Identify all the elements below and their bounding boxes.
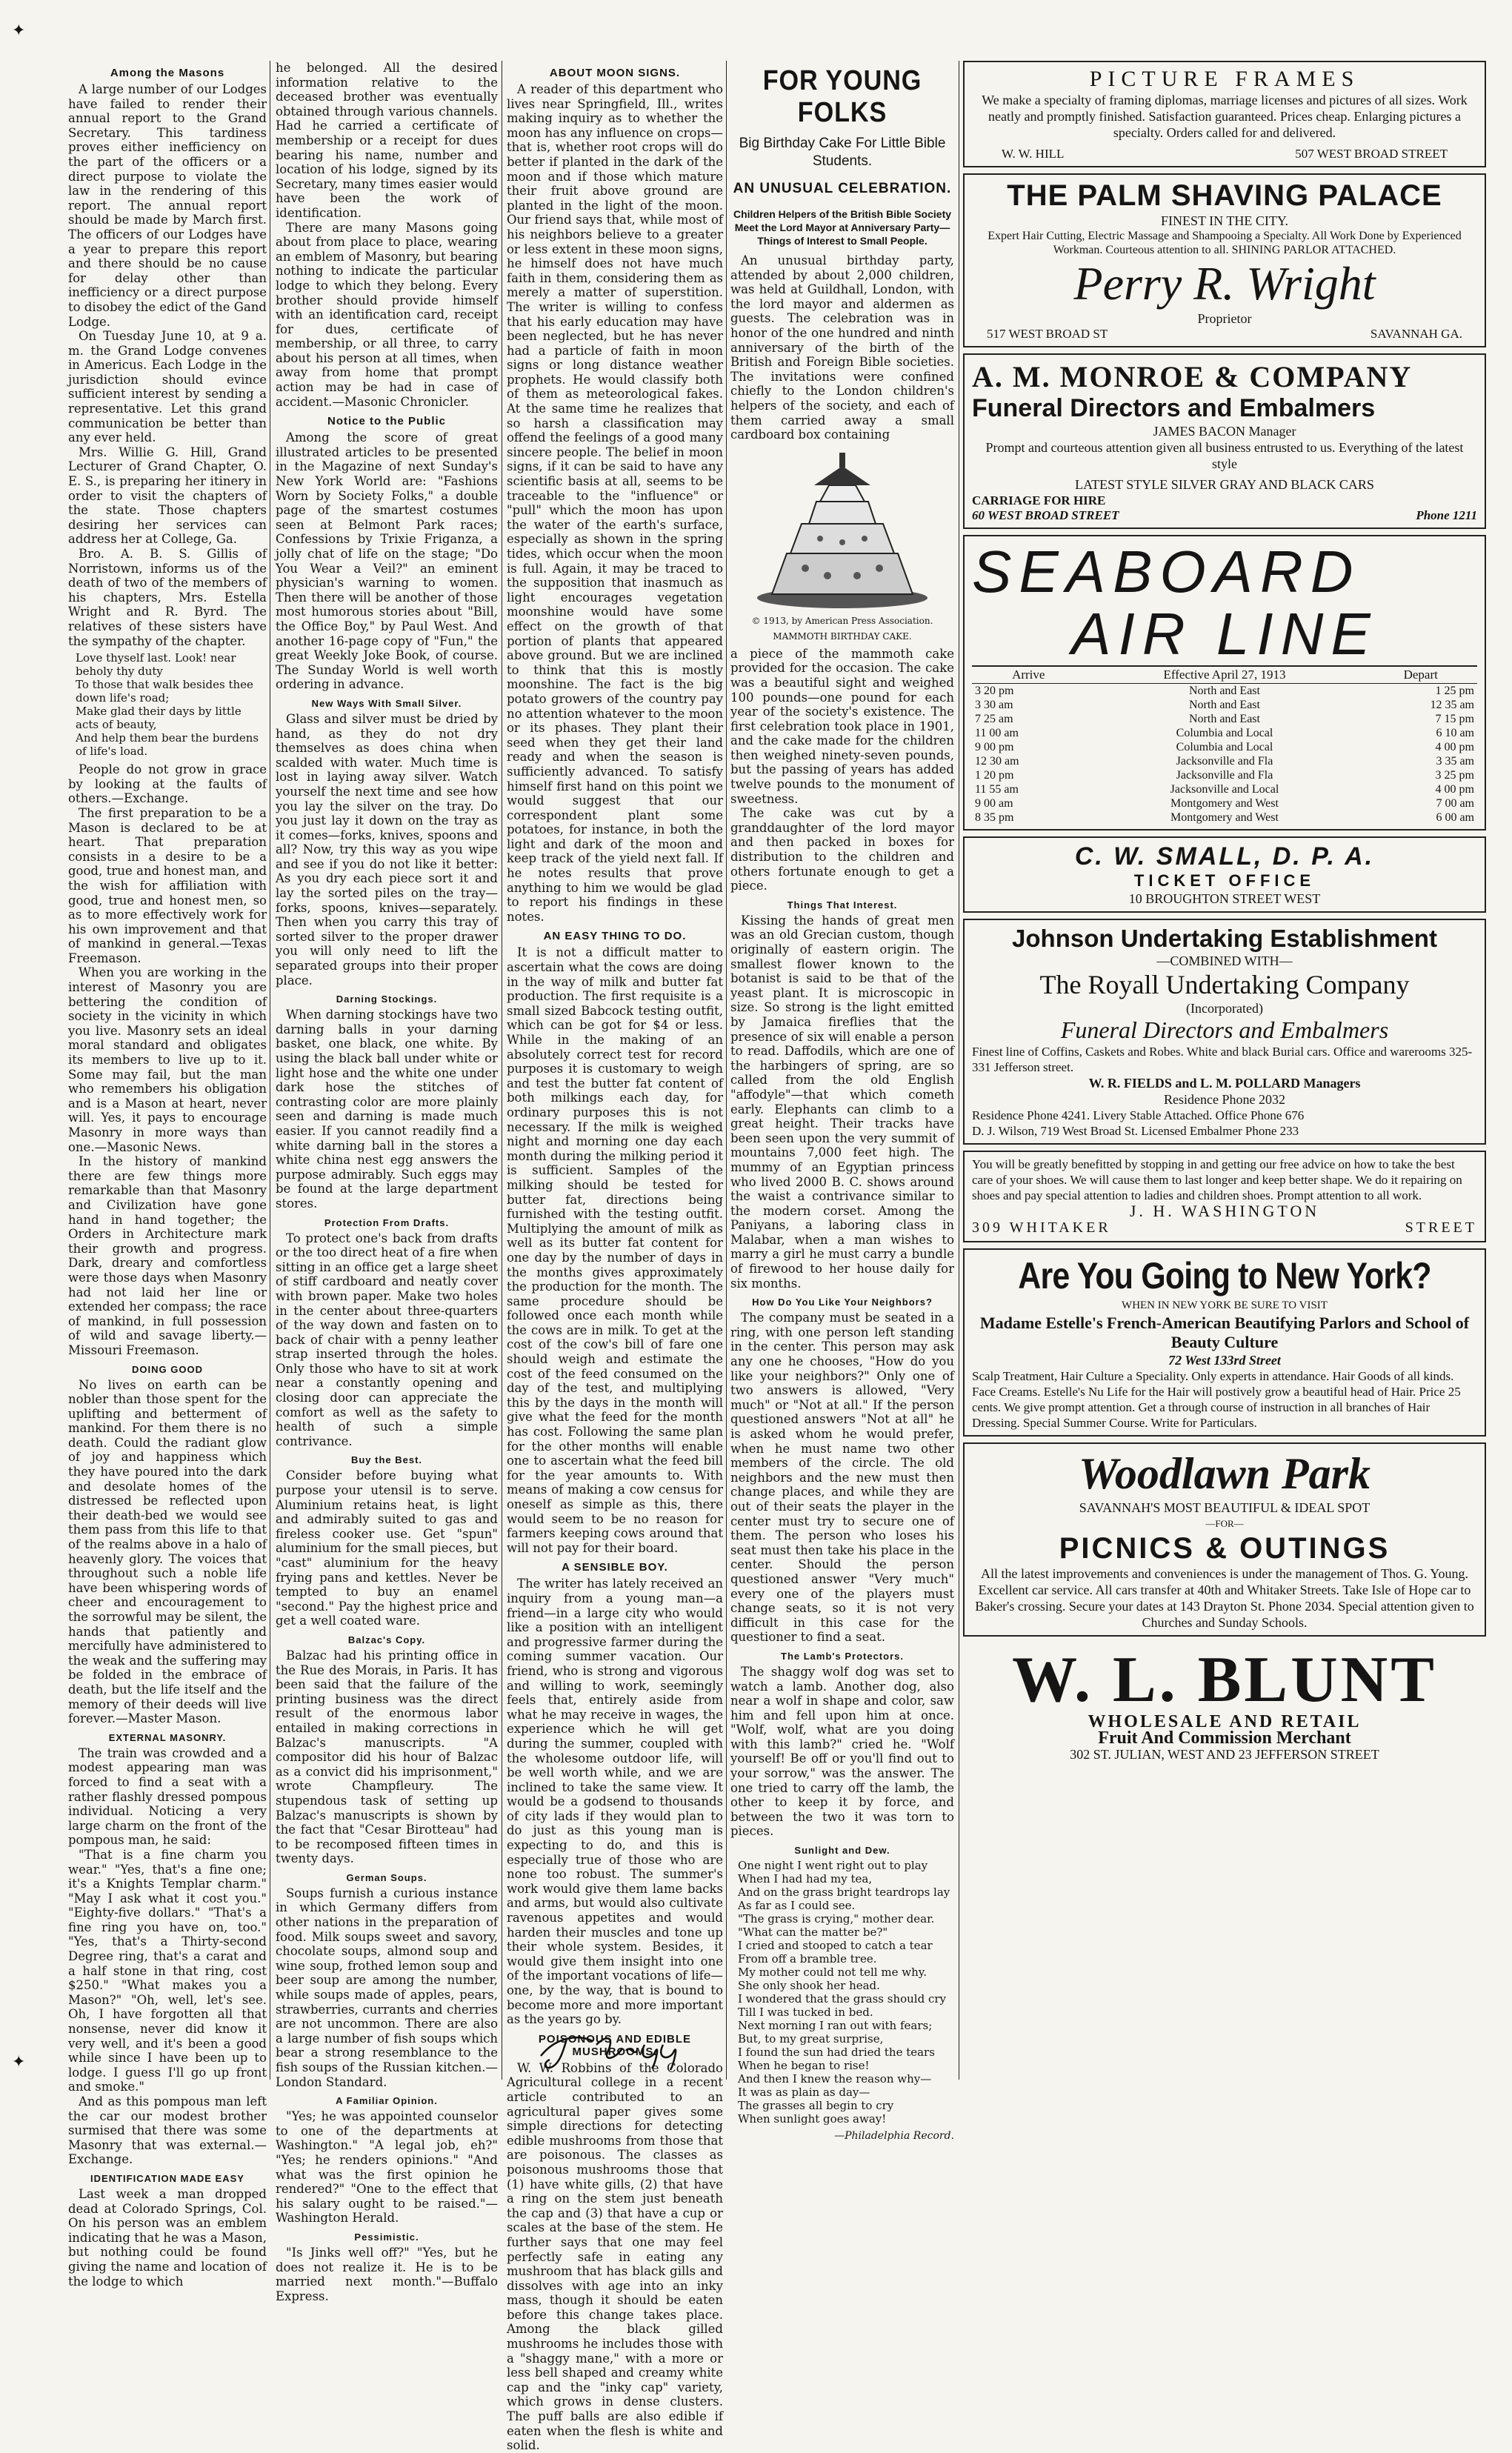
article-title: The Lamb's Protectors.: [781, 1650, 904, 1662]
timetable-row: [972, 782, 1477, 796]
ad-services: Funeral Directors and Embalmers: [1060, 1016, 1389, 1043]
ad-phone: Residence Phone 4241. Livery Stable Attached. Office Phone 676: [972, 1108, 1305, 1122]
paragraph: The shaggy wolf dog was set to watch a lamb. Another dog, also near a wolf in shape and color, saw him and fell upon him at once. "Wolf, wolf, what are you doing with this lamb?" cried he. "Wolf yourself! Be off or you'll find out to your sorrow," was the answer. The one tried to carry off the lamb, the other to keep it by force, and between the two it was torn to pieces.: [730, 1664, 954, 1839]
poem-line: I cried and stooped to catch a tear: [738, 1939, 933, 1953]
depart-time: 3 25 pm: [1435, 769, 1474, 782]
column-4: [730, 61, 954, 2143]
article-title: Notice to the Public: [327, 415, 446, 428]
timetable-row: [972, 796, 1477, 811]
ad-body: Prompt and courteous attention given all business entrusted to us. Everything of the latest style: [985, 440, 1464, 471]
paragraph: A reader of this department who lives near Springfield, Ill., writes making inquiry as to whether the moon has any influence on crops—that is, whether root crops will do better if planted in the dark of the moon and if those which mature their fruit above ground are planted in the light of the moon. Our friend says that, while most of his neighbors believe to a greater or less extent in these moon signs, he himself does not have much faith in them, considering them as merely a matter of superstition. The writer is willing to confess that his early education may have been neglected, but he has never had a particle of faith in moon signs or long distance weather prophets. He would classify both of them as meteorological fakes. At the same time he realizes that so harsh a classification may offend the feelings of a good many sincere people. The belief in moon signs, if it can be said to have any scientific basis at all, seems to be traceable to the "influence" or "pull" which the moon has upon the water of the earth's surface, especially as shown in the spring tides, which occur when the moon is full. Again, it may be traced to the supposition that inasmuch as light encourages vegetation moonshine would have some effect on the growth of that portion of plants that appeared above ground. But we are inclined to think that this is mostly moonshine. The fact is the big potato growers of the country pay no attention whatever to the moon or its phases. They plant their seed when they get their land ready and when the season is sufficiently advanced. To satisfy himself first hand on this point we would suggest that our correspondent plant some potatoes, for instance, in both the light and dark of the moon and keep track of the yield next fall. If he notes results that prove anything to him we would be glad to report his findings in these notes.: [507, 82, 723, 924]
editor-signature: [533, 2023, 696, 2074]
registration-mark: ✦: [12, 2052, 26, 2071]
ad-title: Are You Going to New York?: [1018, 1255, 1431, 1297]
article-title: Pessimistic.: [354, 2231, 419, 2243]
arrive-time: 3 30 am: [975, 699, 1013, 711]
route-name: Jacksonville and Fla: [1176, 769, 1273, 782]
column-rule: [726, 61, 727, 2080]
paragraph: A large number of our Lodges have failed to render their annual report to the Grand Secretary. This tardiness proves either inefficiency on the part of the officers or a direct purpose to violate the law in the rendering of this report. The annual report should be made by March first. The officers of our Lodges have a year to prepare this report and there should be no cause for delay other than inefficiency or a direct purpose to disobey the edict of the Gand Lodge.: [68, 82, 267, 329]
poem-line: One night I went right out to play: [738, 1859, 928, 1873]
timetable-row: [972, 740, 1477, 754]
arrive-time: 9 00 pm: [975, 741, 1014, 753]
paragraph: Mrs. Willie G. Hill, Grand Lecturer of Grand Chapter, O. E. S., is preparing her itinery in order to visit the chapters of the state. Those chapters desiring her services can address her at College, Ga.: [68, 445, 267, 547]
paragraph: Last week a man dropped dead at Colorado Springs, Col. On his person was an emblem indicating that he was a Mason, but nothing could be found giving the name and location of the lodge to which: [68, 2186, 267, 2289]
depart-time: 7 15 pm: [1435, 713, 1474, 725]
poem-line: When sunlight goes away!: [738, 2112, 887, 2126]
timetable-row: [972, 712, 1477, 726]
blunt-merchant-ad: [963, 1642, 1486, 1767]
paragraph: Kissing the hands of great men was an old Grecian custom, though originally of eastern origin. The smallest flower known to the botanist is said to be that of the yeast plant. It is microscopic in size. So strong is the light emitted by Jamaica fireflies that the presence of six will enable a person to read. Daffodils, which are one of the harbingers of spring, are so called from the old English "affodyle"—that which cometh early. Elephants can climb to a great height. Their tracks have been seen upon the very summit of mountains 7,000 feet high. The mummy of an Egyptian princess who lived 2000 B. C. shows around the waist a contrivance similar to the modern corset. Among the Paniyans, a laboring class in Malabar, when a man wishes to marry a girl he must carry a bundle of firewood to her house daily for six months.: [730, 913, 954, 1291]
beauty-parlor-ad: [963, 1248, 1486, 1437]
paragraph: To protect one's back from drafts or the too direct heat of a fire when sitting in an office get a large sheet of stiff cardboard and neatly cover with brown paper. Make two holes in the center about three-quarters of the way down and fasten on to back of chair with a penny leather strap inserted through the holes. Only those who have to sit at work near a constantly opening and closing door can appreciate the comfort as well as the safety to health of such a simple contrivance.: [276, 1231, 498, 1448]
column-header: Effective April 27, 1913: [1085, 666, 1365, 684]
poem-line: The grasses all begin to cry: [738, 2099, 894, 2113]
paragraph: The train was crowded and a modest appearing man was forced to find a seat with a rather flashly dressed pompous individual. Noticing a very large charm on the front of the pompous man, he said:: [68, 1745, 267, 1848]
poem-line: She only shook her head.: [738, 1979, 880, 1993]
paragraph: People do not grow in grace by looking at the faults of others.—Exchange.: [68, 762, 267, 806]
poem: [738, 1859, 954, 2126]
arrive-time: 11 00 am: [975, 727, 1019, 739]
timetable: [972, 665, 1477, 825]
section-banner: FOR YOUNG FOLKS: [762, 65, 922, 128]
timetable-row: [972, 754, 1477, 768]
ad-title-line-2: AIR LINE: [1071, 601, 1378, 667]
poem: [76, 651, 267, 758]
poem-line: As far as I could see.: [738, 1899, 856, 1913]
ad-address: 517 WEST BROAD ST: [987, 327, 1108, 341]
ad-address: 72 West 133rd Street: [1168, 1353, 1281, 1368]
ad-business-name: Madame Estelle's French-American Beautifying Parlors and School of Beauty Culture: [979, 1314, 1470, 1351]
paragraph: a piece of the mammoth cake provided for the occasion. The cake was a beautiful sight and weighed 100 pounds—one pound for each year of the society's existence. The first celebration took place in 1901, and the cake made for the children then weighed ninety-seven pounds, but the passing of years has added twelve pounds to the monument of sweetness.: [730, 646, 954, 806]
woodlawn-park-ad: [963, 1442, 1486, 1637]
column-2: [276, 61, 498, 2303]
poem-line: Make glad their days by little acts of beauty,: [76, 705, 242, 732]
article-title: Protection From Drafts.: [324, 1216, 450, 1228]
arrive-time: 8 35 pm: [975, 811, 1014, 824]
monroe-funeral-ad: [963, 353, 1486, 529]
advertisement-column: [963, 61, 1486, 2080]
paragraph: An unusual birthday party, attended by about 2,000 children, was held at Guildhall, London, with the lord mayor and aldermen as guests. The celebration was in honor of the one hundred and ninth anniversary of the birth of the British and Foreign Bible societies. The invitations were confined chiefly to the London children's helpers of the society, and each of them carried away a small cardboard box containing: [730, 253, 954, 442]
column-header: Depart: [1364, 666, 1477, 684]
ad-address: 309 WHITAKER: [972, 1219, 1111, 1236]
paragraph: On Tuesday June 10, at 9 a. m. the Grand Lodge convenes in Americus. Each Lodge in the jurisdiction should evince sufficient interest by sending a representative. Let this grand communication be better than any ever held.: [68, 329, 267, 445]
ad-incorporated: (Incorporated): [1186, 1001, 1263, 1016]
subheading: AN UNUSUAL CELEBRATION.: [733, 181, 952, 196]
article-title: Darning Stockings.: [336, 993, 438, 1005]
paragraph: It is not a difficult matter to ascertain what the cows are doing in the way of milk and butter fat production. The first requisite is a small sized Babcock testing outfit, which can be got for $4 or less. While in the making of an absolutely correct test for record purposes it is customary to weigh and test the butter fat content of both milkings each day, for ordinary purposes this is not necessary. If the milk is weighed night and morning one day each month during the milking period it is sufficient. Samples of the milking should be tested for butter fat, directions being furnished with the testing outfit. Multiplying the amount of milk as well as its butter fat content for one day by the number of days in the months gives approximately the production for the month. The same procedure should be followed once each month while the cows are in milk. To get at the cost of the cow's bill of fare one should weigh and estimate the cost of the feed consumed on the day of the test, and multiplying this by the days in the month will give what the feed for the month has cost. Following the same plan for the other months will enable one to ascertain what the feed bill for the year amounts to. With means of making a cow census for oneself as simple as this, there would seem to be no reason for farmers keeping cows around that will not pay for their board.: [507, 945, 723, 1555]
article-title: Balzac's Copy.: [347, 1634, 426, 1645]
poem-line: "What can the matter be?": [738, 1926, 888, 1940]
ad-street: STREET: [1405, 1219, 1477, 1236]
arrive-time: 3 20 pm: [975, 685, 1014, 697]
ad-subtitle: WHOLESALE AND RETAIL: [1088, 1712, 1362, 1731]
column-header: Arrive: [972, 666, 1085, 684]
paragraph: The company must be seated in a ring, with one person left standing in the center. This person may ask any one he chooses, "How do you like your neighbors?" Only one of two answers is allowed, "Very much" or "Not at all." If the person questioned answers "Not at all" he is asked whom he would prefer, when he must name two other members of the circle. The old neighbors and the new must then change places, and while they are out of their seats the player in the center must try to secure one of them. The person who loses his seat must then take his place in the center. Should the person questioned answer "Very much" every one of the players must change seats, so it is not very difficult in this case for the questioner to find a seat.: [730, 1311, 954, 1645]
ad-address: 507 WEST BROAD STREET: [1295, 147, 1448, 161]
ad-phone: Phone 1211: [1416, 508, 1477, 522]
ad-headline: PICNICS & OUTINGS: [1059, 1532, 1391, 1565]
paragraph: W. W. Robbins of the Colorado Agricultural college in a recent article contributed to an agricultural paper gives some simple directions for detecting edible mushrooms from those that are poisonous. The classes as poisonous mushrooms those that (1) have white gills, (2) that have a ring on the stem just beneath the cap and (3) that have a cup or scales at the base of the stem. He further says that one may feel perfectly safe in eating any mushroom that has black gills and dissolves with age into an inky mass, though it should be eaten before this change takes place. Among the black gilled mushrooms he includes those with a "shaggy mane," with a more or less bell shaped and creamy white cap and the "inky cap" variety, which grows in dense clusters. The puff balls are also edible if eaten when the flesh is white and solid.: [507, 2060, 723, 2453]
timetable-row: [972, 726, 1477, 740]
article-title: EXTERNAL MASONRY.: [108, 1731, 227, 1743]
article-title: ABOUT MOON SIGNS.: [549, 67, 681, 79]
poem-line: Next morning I ran out with fears;: [738, 2019, 933, 2033]
column-3: [507, 61, 723, 2453]
ad-managers: W. R. FIELDS and L. M. POLLARD Managers: [1088, 1076, 1361, 1091]
ad-footer: [972, 508, 1477, 523]
timetable-body: [972, 684, 1477, 825]
ad-for: —FOR—: [1205, 1518, 1244, 1529]
ad-subtitle: WHEN IN NEW YORK BE SURE TO VISIT: [1122, 1299, 1328, 1311]
paragraph: Balzac had his printing office in the Rue des Morais, in Paris. It has been said that the failure of the printing business was the direct result of the enormous labor entailed in making corrections in Balzac's manuscripts. "A compositor did his hour of Balzac as a convict did his imprisonment," wrote Champfleury. The stupendous task of setting up Balzac's manuscripts is shown by the fact that "Cesar Birotteau" had to be recomposed fifteen times in twenty days.: [276, 1648, 498, 1866]
poem-line: When I had had my tea,: [738, 1872, 873, 1886]
paragraph: Consider before buying what purpose your utensil is to serve. Aluminium retains heat, is light and admirably suited to gas and fireless cooker use. Get "spun" aluminium for the small pieces, but "cast" aluminium for the heavy frying pans and kettles. Never be tempted to buy an enamel "second." Pay the highest price and get a well coated ware.: [276, 1468, 498, 1628]
johnson-undertaking-ad: [963, 919, 1486, 1145]
picture-frames-ad: [963, 61, 1486, 167]
ad-city: SAVANNAH GA.: [1370, 327, 1462, 341]
route-name: Montgomery and West: [1170, 811, 1279, 824]
depart-time: 7 00 am: [1436, 797, 1474, 810]
ad-combined: —COMBINED WITH—: [1156, 953, 1293, 968]
ad-cars: LATEST STYLE SILVER GRAY AND BLACK CARS: [1075, 477, 1374, 492]
poem-line: From off a bramble tree.: [738, 1952, 877, 1966]
ad-title: PICTURE FRAMES: [1089, 67, 1360, 91]
route-name: North and East: [1188, 699, 1260, 711]
timetable-row: [972, 684, 1477, 699]
ad-body: Finest line of Coffins, Caskets and Robes. White and black Burial cars. Office and warerooms 325-331 Jefferson street.: [972, 1045, 1473, 1074]
poem-line: And on the grass bright teardrops lay: [738, 1885, 950, 1900]
arrive-time: 7 25 am: [975, 713, 1013, 725]
ad-title: THE PALM SHAVING PALACE: [1007, 179, 1442, 212]
paragraph: Among the score of great illustrated articles to be presented in the Magazine of next Sunday's New York World are: "Fashions Worn by Society Folks," a double page of the smartest costumes seen at Belmont Park races; Confessions by Trixie Friganza, a jolly chat of life on the stage; "Do You Wear a Veil?" an eminent physician's warning to women. Then there will be another of those most humorous stories about "Bill, the Office Boy," by Paul West. And another 16-page copy of "Fun," the great Weekly Joke Book, of course. The Sunday World is well worth ordering in advance.: [276, 430, 498, 692]
article-title: New Ways With Small Silver.: [311, 697, 462, 709]
ad-body: Expert Hair Cutting, Electric Massage and Shampooing a Specialty. All Work Done by Experienced Workman. Courteous attention to all. SHINING PARLOR ATTACHED.: [988, 230, 1462, 256]
paragraph: "That is a fine charm you wear." "Yes, that's a fine one; it's a Knights Templar charm." "May I ask what it cost you." "Eighty-five dollars." "That's a fine ring you have on, too." "Yes, that's a Thirty-second Degree ring, that's a carat and a half stone in that ring, cost $250." "What makes you a Mason?" "Oh, well, let's see. Oh, I have forgotten all that nonsense, never did know it very well, and it's been a good while since I have been up to lodge. I guess I'll go up front and smoke.": [68, 1847, 267, 2094]
route-name: Jacksonville and Local: [1170, 783, 1279, 796]
paragraph: The first preparation to be a Mason is declared to be at heart. That preparation consists in a desire to be a good, true and honest man, and the wish for affiliation with good, true and honest men, so as to more effectively work for his own improvement and that of mankind in general.—Texas Freemason.: [68, 805, 267, 965]
subheading: Big Birthday Cake For Little Bible Students.: [739, 136, 946, 169]
article-title: DOING GOOD: [132, 1363, 203, 1375]
route-name: North and East: [1188, 713, 1260, 725]
poem-line: Love thyself last. Look! near beholy thy duty: [76, 651, 236, 679]
ad-owner-name: Perry R. Wright: [1073, 257, 1376, 310]
paragraph: he belonged. All the desired information relative to the deceased brother was eventually obtained through various channels. Had he carried a certificate of membership or a receipt for dues bearing his name, number and location of his lodge, signed by its Secretary, many times easier would have been the work of identification.: [276, 61, 498, 220]
article-title: AN EASY THING TO DO.: [543, 930, 687, 943]
ad-address: 10 BROUGHTON STREET WEST: [1128, 891, 1321, 906]
paragraph: Bro. A. B. S. Gillis of Norristown, informs us of the death of two of the members of his chapters, Mrs. Estella Wright and R. Byrd. The relatives of these sisters have the sympathy of the chapter.: [68, 547, 267, 648]
article-title: Things That Interest.: [787, 899, 898, 911]
timetable-row: [972, 811, 1477, 825]
paragraph: No lives on earth can be nobler than those spent for the uplifting and betterment of mankind. For them there is no death. Could the radiant glow of joy and happiness which they have poured into the dark and desolate homes of the distressed be reflected upon their death-bed we would see them pass from this life to that of the realms above in a halo of heavenly glory. The voices that throughout such a noble life have been whispering words of cheer and encouragement to the sorrowful may be silent, the hands that patiently and mercifully have administered to the weak and the suffering may be folded in the embrace of death, but the life itself and the memory of their deeds will live forever.—Master Mason.: [68, 1377, 267, 1726]
paragraph: In the history of mankind there are few things more remarkable than that Masonry and Civilization have gone hand in hand together; the Orders in Architecture mark their growth and progress. Dark, dreary and comfortless were those days when Masonry had not laid her line or extended her compass; the race of mankind, in full possession of wild and savage liberty.—Missouri Freemason.: [68, 1154, 267, 1357]
ad-business-name: J. H. WASHINGTON: [1129, 1202, 1320, 1220]
ad-subtitle: The Royall Undertaking Company: [1039, 970, 1410, 999]
route-name: North and East: [1188, 685, 1260, 697]
ad-body: Scalp Treatment, Hair Culture a Speciality. Only experts in attendance. Hair Goods of all kinds. Face Creams. Estelle's Nu Life for the Hair will postively grow a beautiful head of Hair. Price 25 cents. We give prompt attention. Get a through course of instruction in all branches of Hair Dressing. Special Summer Course. Write for Particulars.: [972, 1369, 1461, 1430]
arrive-time: 9 00 am: [975, 797, 1013, 810]
depart-time: 3 35 am: [1436, 755, 1474, 768]
depart-time: 4 00 pm: [1435, 741, 1474, 753]
paragraph: When darning stockings have two darning balls in your darning basket, one black, one white. By using the black ball under white or light hose and the white one under dark hose the stitches of contrasting color are more plainly seen and darning is made much easier. If you cannot readily find a white darning ball in the stores a white china nest egg answers the purpose admirably. Such eggs may be found at the large department stores.: [276, 1008, 498, 1211]
source-credit: —Philadelphia Record.: [834, 2130, 954, 2143]
arrive-time: 12 30 am: [975, 755, 1019, 768]
ad-merchant: Fruit And Commission Merchant: [1098, 1728, 1351, 1748]
cake-illustration: [746, 450, 939, 613]
ad-hire: CARRIAGE FOR HIRE: [972, 493, 1106, 507]
ad-business-name: W. W. HILL: [1002, 147, 1065, 161]
paragraph: There are many Masons going about from place to place, wearing an emblem of Masonry, but bearing nothing to indicate the particular lodge to which they belong. Every brother should provide himself with an identification card, receipt for dues, certificate of membership, or all three, to carry about his person at all times, when away from home that prompt action may be had in case of accident.—Masonic Chronicler.: [276, 220, 498, 409]
depart-time: 4 00 pm: [1435, 783, 1474, 796]
paragraph: Glass and silver must be dried by hand, as they do not dry themselves as does china when scalded with water. Much time is lost in laying away silver. Watch yourself the next time and see how you lay the silver on the tray. Do you just lay it down on the tray as it comes—forks, knives, spoons and all? Now, try this way as you wipe and see if you do not like it better: As you dry each piece sort it and lay the sorted piles on the tray—forks, spoons, knives—separately. Then when you carry this tray of sorted silver to the proper drawer you will only need to lift the separated groups into their proper place.: [276, 711, 498, 988]
paragraph: "Yes; he was appointed counselor to one of the departments at Washington." "A legal job, eh?" "Yes; he renders opinions." "And what was the first opinion he rendered?" "One to the effect that his salary ought to be raised."—Washington Herald.: [276, 2109, 498, 2226]
ad-subtitle: Funeral Directors and Embalmers: [972, 394, 1376, 422]
route-name: Columbia and Local: [1176, 727, 1273, 739]
ad-footer: [972, 1219, 1477, 1237]
route-name: Jacksonville and Fla: [1176, 755, 1273, 768]
column-1: [68, 61, 267, 2289]
poem-line: I wondered that the grass should cry: [738, 1992, 947, 2006]
article-title: POISONOUS AND EDIBLE MUSHROOMS.: [538, 2032, 692, 2058]
poem-line: It was as plain as day—: [738, 2086, 870, 2100]
paragraph: When you are working in the interest of Masonry you are bettering the condition of society in the vicinity in which you live. Masonry sets an ideal moral standard and obligates its members to live up to it. Some may fail, but the man who remembers his obligation and is a Mason at heart, never will. Yes, it pays to encourage Masonry in more ways than one.—Masonic News.: [68, 965, 267, 1154]
signature-drawing: [533, 2023, 696, 2074]
poem-line: Till I was tucked in bed.: [738, 2006, 873, 2020]
arrive-time: 11 55 am: [975, 783, 1019, 796]
ad-footer: [972, 147, 1477, 162]
paragraph: Soups furnish a curious instance in which Germany differs from other nations in the preparation of food. Milk soups sweet and savory, chocolate soups, almond soup and wine soup, frothed lemon soup and beer soup are among the number, while soups made of apples, pears, strawberries, currants and cherries are not uncommon. There are also a large number of fish soups which bear a strong resemblance to the fish soups of the Russian kitchen.—London Standard.: [276, 1885, 498, 2089]
ad-title: A. M. MONROE & COMPANY: [972, 360, 1413, 393]
poem-line: My mother could not tell me why.: [738, 1966, 927, 1980]
seaboard-agent-ad: [963, 836, 1486, 913]
article-title: A Familiar Opinion.: [336, 2095, 438, 2107]
paragraph: "Is Jinks well off?" "Yes, but he does not realize it. He is to be married next month."—Buffalo Express.: [276, 2245, 498, 2303]
ad-title: Woodlawn Park: [1079, 1449, 1371, 1498]
article-title: Buy the Best.: [350, 1454, 423, 1466]
timetable-row: [972, 768, 1477, 782]
poem-line: And then I knew the reason why—: [738, 2072, 932, 2086]
paragraph: The cake was cut by a granddaughter of the lord mayor and then packed in boxes for distribution to the children and others fortunate enough to get a piece.: [730, 806, 954, 893]
article-title: German Soups.: [346, 1871, 427, 1883]
route-name: Columbia and Local: [1176, 741, 1273, 753]
poem-line: To those that walk besides thee down life's road;: [76, 678, 253, 705]
ad-title-line-1: SEABOARD: [972, 539, 1361, 605]
ad-body: You will be greatly benefitted by stopping in and getting our free advice on how to take the best care of your shoes. We will cause them to last longer and keep better shape. We do it repairing on shoes and pay special attention to ladies and children shoes. Prompt attention to all work.: [972, 1157, 1462, 1202]
depart-time: 6 10 am: [1436, 727, 1474, 739]
poem-line: "The grass is crying," mother dear.: [738, 1912, 935, 1926]
article-title: A SENSIBLE BOY.: [562, 1561, 668, 1574]
article-title: IDENTIFICATION MADE EASY: [90, 2172, 244, 2184]
ad-address: 302 ST. JULIAN, WEST AND 23 JEFFERSON STREET: [1070, 1747, 1379, 1762]
article-title: Sunlight and Dew.: [794, 1845, 890, 1857]
shoe-repair-ad: [963, 1151, 1486, 1242]
poem-line: But, to my great surprise,: [738, 2032, 884, 2046]
route-name: Montgomery and West: [1170, 797, 1279, 810]
timetable-row: [972, 698, 1477, 712]
seaboard-air-line-ad: [963, 535, 1486, 831]
ad-office: TICKET OFFICE: [1133, 871, 1316, 890]
depart-time: 6 00 am: [1436, 811, 1474, 824]
depart-time: 1 25 pm: [1435, 685, 1474, 697]
ad-manager: JAMES BACON Manager: [1153, 424, 1296, 439]
paragraph: The writer has lately received an inquiry from a young man—a friend—in a large city who would like a position with an intelligent and progressive farmer during the coming summer vacation. Our friend, who is strong and vigorous and willing to work, seemingly feels that, entirely aside from what he may receive in wages, the experience which he will get during the summer, coupled with the wholesome outdoor life, will be well worth while, and we are inclined to take the same view. It would be a godsend to thousands of city lads if they would plan to do just as this young man is expecting to do, and this is especially true of those who are none too robust. The summer's work would give them lame backs and arms, but would also cultivate ravenous appetites and would harden their muscles and tone up their whole system. Besides, it would give them insight into one of the important vocations of life—one, by the way, that is bound to become more and more important as the years go by.: [507, 1577, 723, 2027]
ad-phone: Residence Phone 2032: [1164, 1092, 1285, 1107]
registration-mark: ✦: [12, 21, 26, 39]
palm-shaving-ad: [963, 173, 1486, 347]
photo-credit: © 1913, by American Press Association.: [751, 615, 933, 626]
ad-subtitle: FINEST IN THE CITY.: [1160, 213, 1288, 228]
ad-body: All the latest improvements and conveniences is under the management of Thos. G. Young. Excellent car service. All cars transfer at 40th and Whitaker Streets. Take Isle of Hope car to Baker's crossing. Secure your dates at 143 Drayton St. Phone 2034. Special attention given to Churches and Sunday Schools.: [975, 1566, 1474, 1630]
poem-line: I found the sun had dried the tears: [738, 2046, 935, 2060]
ad-owner-title: Proprietor: [1197, 311, 1252, 326]
ad-subtitle: SAVANNAH'S MOST BEAUTIFUL & IDEAL SPOT: [1079, 1500, 1371, 1515]
ad-footer: [972, 327, 1477, 342]
poem-line: And help them bear the burdens of life's load.: [76, 731, 259, 759]
lead-summary: Children Helpers of the British Bible Society Meet the Lord Mayor at Anniversary Party—Things of Interest to Small People.: [733, 208, 952, 247]
article-title: Among the Masons: [110, 67, 225, 79]
article-title: How Do You Like Your Neighbors?: [752, 1297, 933, 1308]
ad-body: We make a specialty of framing diplomas, marriage licenses and pictures of all sizes. Work neatly and promptly finished. Satisfaction guaranteed. Prices cheap. Enlarging pictures a specialty. Orders called for and delivered.: [982, 93, 1468, 140]
ad-embalmer: D. J. Wilson, 719 West Broad St. Licensed Embalmer Phone 233: [972, 1124, 1299, 1138]
depart-time: 12 35 am: [1430, 699, 1474, 711]
ad-title: W. L. BLUNT: [1012, 1644, 1437, 1716]
arrive-time: 1 20 pm: [975, 769, 1014, 782]
ad-address: 60 WEST BROAD STREET: [972, 508, 1119, 522]
timetable-header: [972, 666, 1477, 684]
ad-title: Johnson Undertaking Establishment: [1012, 925, 1437, 952]
poem-line: When he began to rise!: [738, 2059, 870, 2073]
paragraph: And as this pompous man left the car our modest brother surmised that there was some Masonry that was external.—Exchange.: [68, 2094, 267, 2167]
ad-agent: C. W. SMALL, D. P. A.: [1074, 842, 1375, 871]
photo-caption: MAMMOTH BIRTHDAY CAKE.: [773, 630, 912, 642]
